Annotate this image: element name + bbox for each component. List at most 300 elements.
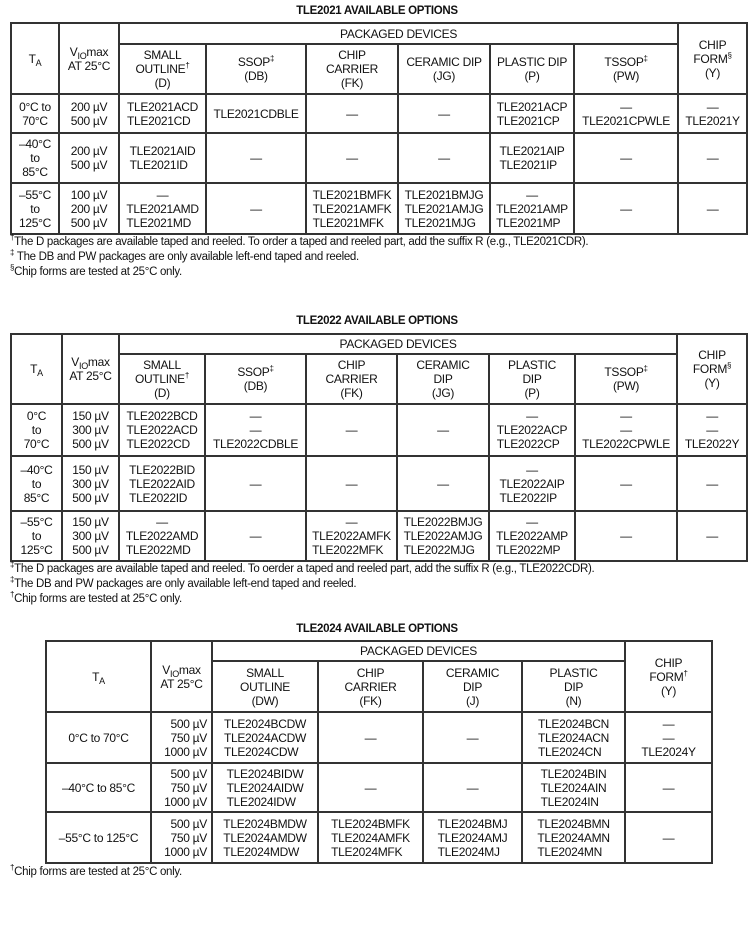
device-cell — [625, 812, 712, 863]
temperature-range-cell — [11, 133, 59, 183]
package-column-header — [212, 661, 318, 712]
device-part-number-line: TLE2024BIN — [540, 766, 607, 781]
device-cell — [575, 404, 677, 456]
package-column-header-footnote-mark: † — [184, 371, 190, 380]
device-part-number — [346, 107, 358, 121]
device-cell — [625, 763, 712, 812]
device-cell — [423, 812, 522, 863]
package-column-header — [119, 44, 206, 94]
footnote-symbol: § — [10, 263, 15, 272]
device-part-number-line: TLE2021AID — [129, 144, 196, 158]
device-part-number — [126, 409, 197, 451]
device-part-number — [497, 409, 567, 451]
device-part-number-line: — — [620, 151, 632, 165]
device-part-number-line: TLE2022MJG — [403, 543, 475, 557]
table-row — [46, 712, 712, 763]
package-column-header-label: SSOP‡ — [237, 364, 274, 379]
packaged-devices-header: PACKAGED DEVICES — [212, 641, 625, 661]
device-cell — [205, 456, 306, 511]
device-part-number — [499, 144, 564, 172]
device-cell — [677, 404, 747, 456]
temperature-range-line: to — [31, 476, 42, 491]
vio-max-cell — [151, 712, 212, 763]
device-part-number-line: — — [250, 201, 262, 216]
table-title: TLE2024 AVAILABLE OPTIONS — [296, 623, 458, 635]
device-part-number-line: — — [706, 99, 719, 114]
header-row — [11, 354, 747, 404]
chip-form-header-footnote-mark: § — [727, 50, 732, 60]
device-part-number — [538, 717, 609, 759]
device-part-number-line: — — [620, 201, 632, 216]
device-part-number-line: — — [620, 423, 632, 437]
package-column-header-label: SMALL — [143, 48, 182, 62]
package-column-header-label: CERAMIC — [445, 665, 500, 680]
device-part-number — [250, 202, 262, 216]
device-part-number — [346, 423, 358, 437]
device-part-number — [438, 151, 450, 165]
device-part-number-line: TLE2022AID — [129, 476, 195, 491]
device-cell — [318, 812, 423, 863]
table-row — [11, 511, 747, 561]
vio-value-line: 1000 µV — [164, 794, 207, 809]
vio-max-cell — [62, 511, 119, 561]
device-part-number-line: TLE2024MDW — [223, 844, 299, 859]
device-part-number-line: TLE2021MP — [496, 215, 561, 230]
chip-form-header-label: CHIP — [698, 348, 726, 362]
options-table-2 — [45, 640, 713, 864]
device-part-number-line: — — [466, 780, 479, 795]
temperature-range-line: to — [31, 529, 42, 543]
package-column-header-label: CHIP — [337, 358, 366, 372]
device-part-number-line: — — [437, 423, 449, 437]
device-part-number — [250, 477, 262, 491]
footnote-symbol: † — [10, 233, 15, 242]
ta-header: $T_A$ — [46, 641, 151, 712]
device-part-number-line: TLE2021BMFK — [312, 187, 392, 202]
vio-value-line: 500 µV — [72, 437, 109, 451]
device-part-number — [331, 817, 410, 859]
device-part-number — [467, 781, 479, 795]
device-part-number-line: — — [437, 476, 449, 491]
chip-form-header-label: CHIP — [698, 37, 727, 52]
vio-max-cell — [151, 812, 212, 863]
device-part-number-line: TLE2022AMFK — [312, 529, 391, 543]
vio-value — [72, 409, 108, 451]
device-part-number — [365, 731, 377, 745]
device-part-number-line: TLE2021Y — [685, 113, 740, 128]
package-column-header-label: PLASTIC — [549, 665, 598, 680]
temperature-range-line: to — [30, 151, 40, 165]
device-part-number-line: TLE2022ACP — [496, 423, 568, 437]
device-cell — [678, 183, 747, 234]
device-part-number-line: TLE2021BMJG — [404, 187, 484, 202]
device-part-number — [706, 477, 718, 491]
temperature-range-line: –40°C — [19, 137, 51, 151]
device-cell — [306, 94, 398, 133]
package-column-header-code: (PW) — [612, 69, 640, 83]
device-cell — [489, 404, 575, 456]
device-cell — [306, 183, 398, 234]
footnotes — [10, 235, 588, 280]
package-column-header-code: (FK) — [359, 693, 382, 708]
device-cell — [306, 404, 397, 456]
device-part-number-line: TLE2021MFK — [312, 215, 384, 230]
device-part-number-line: TLE2024ACDW — [223, 730, 307, 745]
device-part-number-line: — — [345, 423, 358, 437]
package-column-header — [398, 44, 490, 94]
vio-value-line: 750 µV — [170, 780, 207, 795]
temperature-range-line: 125°C — [19, 215, 51, 230]
device-part-number — [312, 515, 391, 557]
device-part-number — [346, 151, 358, 165]
vio-value-line: 1000 µV — [164, 844, 207, 859]
packaged-devices-header: PACKAGED DEVICES — [119, 334, 677, 354]
device-cell — [398, 94, 490, 133]
vio-max-header: $V_{IO}\max$ AT 25°C — [151, 641, 212, 712]
device-part-number-line: TLE2021AIP — [499, 144, 565, 158]
device-cell — [490, 183, 574, 234]
device-part-number — [496, 188, 568, 230]
device-part-number-line: — — [620, 99, 632, 114]
device-part-number-line: — — [438, 151, 450, 165]
package-column-header-label: CERAMIC DIP — [406, 55, 482, 69]
temperature-range-line: 85°C — [22, 165, 48, 179]
device-cell — [574, 94, 678, 133]
device-part-number-line: TLE2024AIDW — [226, 780, 304, 795]
device-cell — [490, 133, 574, 183]
vio-value-line: 200 µV — [70, 201, 108, 216]
package-column-header — [205, 354, 306, 404]
device-part-number — [663, 781, 675, 795]
vio-value — [71, 144, 107, 172]
vio-value-line: 500 µV — [170, 716, 207, 731]
package-column-header — [306, 44, 398, 94]
device-part-number-line: TLE2021IP — [499, 158, 557, 172]
device-part-number — [438, 817, 508, 859]
device-part-number-line: — — [526, 187, 538, 202]
device-part-number — [313, 188, 392, 230]
footnote-symbol: ‡ — [10, 575, 15, 584]
temperature-range — [59, 831, 138, 845]
device-cell — [398, 133, 490, 183]
vio-max-header: $V_{IO}\max$ AT 25°C — [62, 334, 119, 404]
vio-value-line: 300 µV — [72, 529, 109, 543]
device-part-number-line: — — [662, 730, 675, 745]
chip-form-header — [678, 23, 747, 94]
package-column-header — [423, 661, 522, 712]
device-cell — [678, 133, 747, 183]
device-cell — [318, 712, 423, 763]
temperature-range-line: 125°C — [20, 543, 53, 557]
device-cell — [575, 456, 677, 511]
device-part-number-line: — — [345, 476, 358, 491]
device-cell — [119, 183, 206, 234]
options-table-1 — [10, 333, 748, 562]
table-row — [11, 94, 747, 133]
device-part-number-line: — — [156, 515, 168, 529]
footnote-symbol: † — [10, 863, 15, 872]
package-column-header-footnote-mark: ‡ — [643, 54, 648, 63]
device-part-number — [541, 767, 607, 809]
footnote — [10, 235, 588, 250]
device-part-number-line: TLE2022BCD — [126, 409, 198, 423]
package-column-header-footnote-mark: ‡ — [270, 54, 275, 63]
footnote-text: The DB and PW packages are only available left-end taped and reeled. — [14, 578, 357, 590]
package-column-header-code: (DW) — [251, 693, 279, 708]
table-row — [11, 183, 747, 234]
table-title: TLE2021 AVAILABLE OPTIONS — [296, 5, 458, 17]
device-part-number — [537, 817, 609, 859]
device-part-number-line: TLE2022AMD — [125, 529, 199, 543]
vio-value-line: 150 µV — [72, 515, 109, 529]
device-cell — [306, 511, 397, 561]
device-part-number-line: TLE2024AMJ — [437, 830, 508, 845]
device-part-number-line: TLE2021ACD — [126, 99, 199, 114]
device-cell — [212, 763, 318, 812]
vio-value-line: 750 µV — [170, 830, 207, 845]
device-part-number-line: TLE2021ID — [129, 158, 188, 172]
footnote-symbol: ‡ — [10, 560, 15, 569]
device-part-number — [620, 151, 632, 165]
device-cell — [522, 812, 625, 863]
vio-max-cell — [62, 456, 119, 511]
device-cell — [205, 511, 306, 561]
header-row — [11, 334, 747, 354]
vio-value — [72, 463, 108, 505]
device-part-number-line: — — [466, 730, 479, 745]
package-column-header — [522, 661, 625, 712]
chip-form-header-label: FORM§ — [692, 361, 732, 376]
package-column-header-code: (JG) — [432, 69, 456, 83]
package-column-header-label: TSSOP‡ — [604, 54, 648, 69]
chip-form-header-footnote-mark: § — [727, 361, 732, 370]
temperature-range — [68, 731, 128, 745]
device-part-number — [130, 144, 196, 172]
vio-max-cell — [62, 404, 119, 456]
device-part-number — [685, 100, 739, 128]
temperature-range-line: –40°C — [20, 462, 53, 477]
vio-value-line: 500 µV — [72, 490, 109, 505]
device-part-number — [707, 151, 719, 165]
table-row — [11, 133, 747, 183]
vio-value — [164, 767, 207, 809]
vio-value — [71, 100, 107, 128]
device-part-number-line: — — [346, 106, 358, 121]
device-part-number — [250, 151, 262, 165]
device-part-number — [405, 188, 484, 230]
temperature-range-line: –55°C to 125°C — [58, 830, 139, 845]
device-part-number-line: TLE2024CDW — [223, 744, 299, 759]
vio-value-line: 200 µV — [70, 144, 108, 158]
vio-max-cell — [151, 763, 212, 812]
device-part-number-line: TLE2022CPWLE — [582, 437, 670, 451]
temperature-range-cell — [46, 812, 151, 863]
temperature-range-cell — [46, 763, 151, 812]
device-cell — [677, 456, 747, 511]
device-part-number-line: — — [345, 515, 358, 529]
device-part-number — [641, 717, 695, 759]
device-part-number-line: — — [156, 187, 169, 202]
package-column-header — [306, 354, 397, 404]
device-cell — [398, 183, 490, 234]
footnote-text: Chip forms are tested at 25°C only. — [14, 266, 182, 278]
device-part-number — [126, 515, 198, 557]
device-part-number-line: — — [249, 529, 262, 543]
device-part-number-line: — — [620, 409, 632, 423]
device-part-number-line: — — [662, 780, 675, 795]
device-part-number — [707, 202, 719, 216]
device-part-number — [213, 107, 298, 121]
device-cell — [574, 183, 678, 234]
device-part-number-line: TLE2021CD — [126, 113, 191, 128]
device-part-number — [129, 463, 195, 505]
device-cell — [678, 94, 747, 133]
device-part-number-line: — — [364, 730, 377, 745]
package-column-header — [489, 354, 575, 404]
footnote-symbol: † — [10, 590, 15, 599]
chip-form-header-code: (Y) — [660, 683, 677, 698]
header-row — [11, 44, 747, 94]
device-part-number-line: TLE2024AMDW — [223, 830, 307, 845]
footnote-symbol: ‡ — [10, 248, 15, 257]
device-part-number — [227, 767, 304, 809]
ta-header: $T_A$ — [11, 23, 59, 94]
package-column-header — [575, 354, 677, 404]
package-column-header-label: SSOP‡ — [237, 54, 275, 69]
package-column-header-footnote-mark: † — [185, 61, 190, 70]
vio-max-cell — [59, 133, 119, 183]
package-column-header-label: CARRIER — [325, 372, 378, 386]
device-part-number — [706, 529, 718, 543]
device-part-number-line: TLE2024IN — [540, 794, 599, 809]
vio-value — [164, 717, 207, 759]
device-cell — [212, 712, 318, 763]
device-cell — [574, 133, 678, 183]
package-column-header-code: (P) — [524, 69, 540, 83]
device-part-number-line: TLE2022BID — [129, 462, 195, 477]
device-part-number-line: TLE2024BCDW — [223, 716, 307, 731]
device-part-number-line: TLE2022CDBLE — [212, 437, 299, 451]
device-part-number-line: TLE2024CN — [537, 744, 602, 759]
device-part-number-line: TLE2024MJ — [437, 844, 500, 859]
options-table-0 — [10, 22, 748, 235]
package-column-header-label: PLASTIC — [508, 358, 556, 372]
device-part-number — [497, 100, 567, 128]
temperature-range — [19, 137, 51, 179]
device-cell — [397, 511, 489, 561]
device-part-number-line: — — [526, 462, 538, 477]
temperature-range-line: 0°C — [26, 409, 47, 423]
chip-form-header-code: (Y) — [704, 376, 720, 390]
chip-form-header — [677, 334, 747, 404]
device-part-number-line: TLE2021ACP — [496, 99, 568, 114]
device-part-number — [467, 731, 479, 745]
package-column-header-label: CHIP — [356, 665, 385, 680]
package-column-header-label: OUTLINE† — [134, 371, 190, 386]
temperature-range-line: –55°C — [20, 515, 53, 529]
package-column-header-label: CARRIER — [344, 679, 397, 694]
device-part-number-line: — — [706, 201, 719, 216]
chip-form-header-label: FORM§ — [693, 50, 732, 66]
vio-value-line: 300 µV — [72, 476, 109, 491]
package-column-header-code: (DB) — [243, 379, 268, 393]
vio-max-header: $V_{IO}\max$ AT 25°C — [59, 23, 119, 94]
footnote — [10, 865, 182, 880]
device-cell — [212, 812, 318, 863]
package-column-header-label: DIP — [433, 372, 453, 386]
temperature-range — [21, 515, 53, 557]
vio-value-line: 1000 µV — [164, 744, 207, 759]
device-part-number-line: TLE2022ACD — [126, 423, 198, 437]
footnote — [10, 577, 594, 592]
device-cell — [423, 712, 522, 763]
device-part-number-line: — — [662, 716, 675, 731]
device-part-number-line: TLE2024IDW — [226, 794, 296, 809]
vio-max-cell — [59, 94, 119, 133]
table-row — [11, 456, 747, 511]
device-cell — [575, 511, 677, 561]
device-part-number — [496, 515, 568, 557]
device-part-number-line: TLE2021MD — [126, 215, 191, 230]
vio-value-line: 500 µV — [70, 158, 108, 172]
package-column-header — [574, 44, 678, 94]
temperature-range — [21, 463, 53, 505]
package-column-header-code: (D) — [154, 76, 171, 90]
device-cell — [677, 511, 747, 561]
device-cell — [206, 183, 306, 234]
temperature-range-line: 70°C — [22, 113, 48, 128]
temperature-range-cell — [11, 183, 59, 234]
device-part-number-line: — — [438, 106, 450, 121]
chip-form-header-label: CHIP — [654, 655, 683, 670]
device-part-number-line: TLE2021CPWLE — [582, 113, 670, 128]
device-part-number — [438, 107, 450, 121]
device-part-number-line: — — [526, 409, 538, 423]
package-column-header-code: (PW) — [612, 379, 640, 393]
package-column-header — [119, 354, 205, 404]
temperature-range-cell — [11, 94, 59, 133]
temperature-range-cell — [46, 712, 151, 763]
device-part-number — [346, 477, 358, 491]
device-part-number-line: TLE2022BMJG — [403, 515, 483, 529]
device-part-number-line: TLE2024BMJ — [437, 816, 508, 831]
device-part-number-line: TLE2022MD — [125, 543, 191, 557]
device-cell — [119, 511, 205, 561]
device-part-number-line: TLE2024AMN — [537, 830, 610, 845]
device-part-number-line: TLE2021AMFK — [312, 201, 392, 216]
table-title: TLE2022 AVAILABLE OPTIONS — [296, 315, 458, 327]
package-column-header-label: CHIP — [338, 48, 366, 62]
package-column-header-label: PLASTIC DIP — [496, 55, 568, 69]
vio-value-line: 150 µV — [72, 409, 109, 423]
device-part-number-line: TLE2024BIDW — [226, 766, 304, 781]
device-part-number — [126, 188, 198, 230]
footnote-text: The DB and PW packages are only available left-end taped and reeled. — [14, 251, 359, 263]
packaged-devices-header: PACKAGED DEVICES — [119, 23, 678, 44]
device-part-number-line: TLE2021AMD — [126, 201, 199, 216]
temperature-range-line: –55°C — [19, 187, 51, 202]
device-part-number — [213, 409, 298, 451]
device-part-number-line: TLE2022CD — [126, 437, 190, 451]
vio-value-line: 500 µV — [170, 766, 207, 781]
temperature-range-cell — [11, 456, 62, 511]
device-part-number-line: TLE2024BMN — [537, 816, 610, 831]
package-column-header — [206, 44, 306, 94]
device-cell — [206, 133, 306, 183]
device-part-number-line: TLE2021CP — [496, 113, 560, 128]
temperature-range-line: to — [30, 201, 40, 216]
device-part-number-line: TLE2024BCN — [537, 716, 610, 731]
